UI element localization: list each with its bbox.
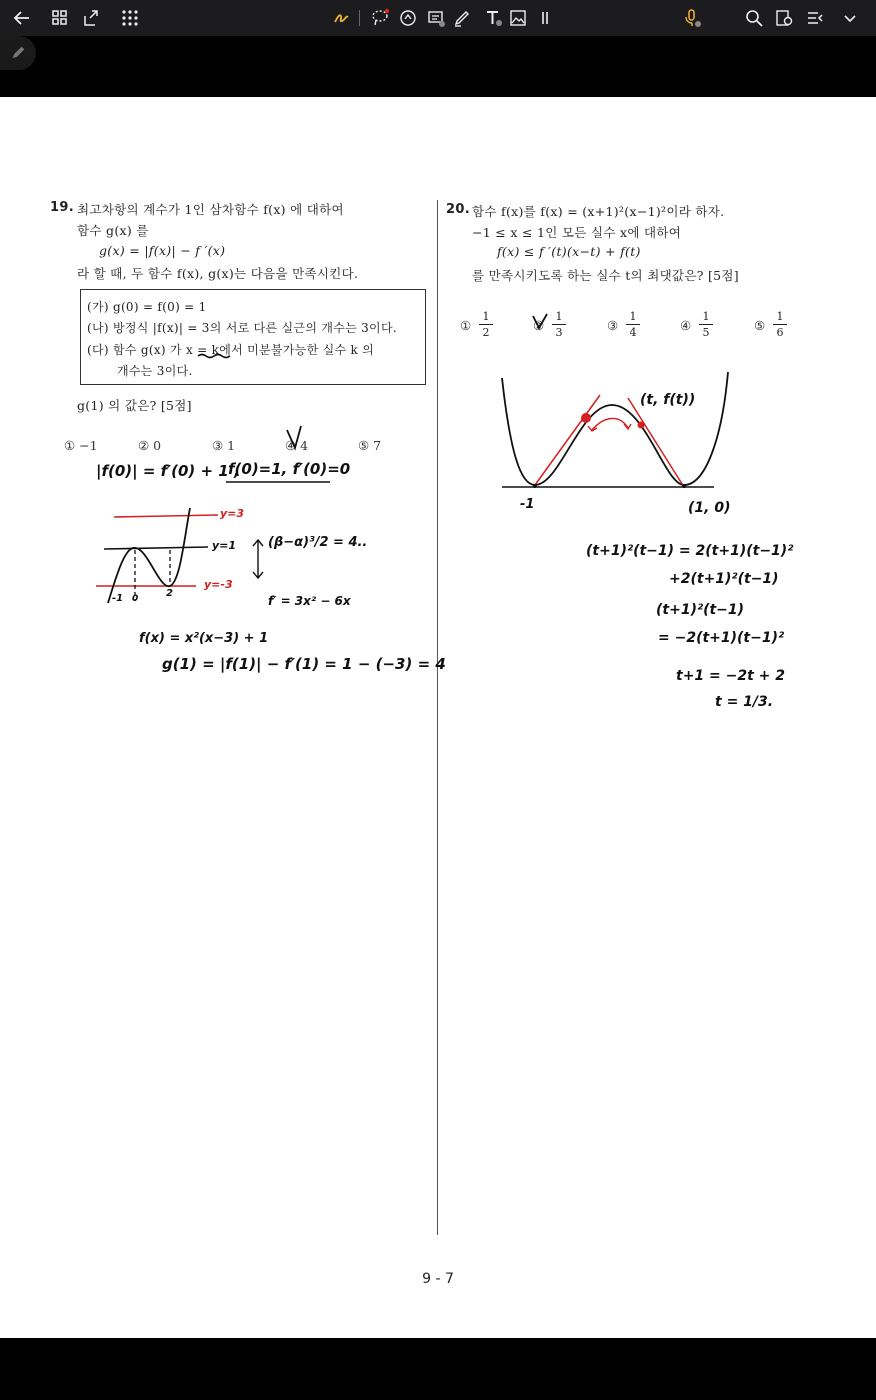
q20-number: 20.: [446, 202, 470, 217]
q19-cond-ga: (가) g(0) = f(0) = 1: [87, 300, 207, 314]
search-icon[interactable]: [742, 6, 766, 30]
hw19-eq2: f(0)=1, f′(0)=0: [228, 460, 351, 478]
q20-line1: 함수 f(x)를 f(x) = (x+1)²(x−1)²이라 하자.: [472, 204, 725, 219]
hw19-derivative: f′ = 3x² − 6x: [268, 594, 351, 608]
pen-icon[interactable]: [330, 6, 354, 30]
pencil-icon: [9, 44, 27, 62]
hw20-line1: (t+1)²(t−1) = 2(t+1)(t−1)²: [586, 543, 794, 559]
q19-cond-da1: (다) 함수 g(x) 가 x = k에서 미분불가능한 실수 k 의: [87, 343, 375, 357]
list-icon[interactable]: [803, 6, 827, 30]
q19-cond-da2: 개수는 3이다.: [117, 364, 193, 378]
q19-choice-1[interactable]: ① −1: [64, 438, 98, 453]
hw20-xm1-label: -1: [520, 497, 535, 512]
document-page: [0, 97, 876, 1338]
lasso-icon[interactable]: [368, 6, 392, 30]
q19-choice-5[interactable]: ⑤ 7: [358, 438, 382, 453]
page-number: 9 - 7: [422, 1271, 454, 1287]
hw19-y1-label: y=1: [212, 539, 237, 552]
hw19-fx: f(x) = x²(x−3) + 1: [139, 631, 269, 646]
hw19-g1: g(1) = |f(1)| − f′(1) = 1 − (−3) = 4: [162, 655, 446, 673]
q19-choice-4[interactable]: ④ 4: [285, 438, 309, 453]
q20-formula: f(x) ≤ f ′(t)(x−t) + f(t): [497, 244, 641, 259]
hw19-integral: (β−α)³/2 = 4..: [268, 535, 368, 550]
column-divider: [437, 200, 438, 1235]
q20-choice-5-frac[interactable]: 1 6: [773, 310, 787, 339]
hw19-tick-m1: -1: [112, 593, 124, 604]
q19-choice-3[interactable]: ③ 1: [212, 438, 236, 453]
q19-line3: 라 할 때, 두 함수 f(x), g(x)는 다음을 만족시킨다.: [77, 266, 359, 281]
sticker-icon[interactable]: [396, 6, 420, 30]
q20-line2: −1 ≤ x ≤ 1인 모든 실수 x에 대하여: [472, 225, 682, 240]
hw19-tick-0: 0: [132, 594, 139, 604]
q19-line2: 함수 g(x) 를: [77, 223, 149, 238]
q19-formula: g(x) = |f(x)| − f ′(x): [99, 243, 226, 258]
q20-choice-3-mark[interactable]: ③: [607, 318, 619, 333]
q19-choice-2[interactable]: ② 0: [138, 438, 162, 453]
toolbar-divider: [359, 10, 360, 26]
text-box-icon[interactable]: [424, 6, 448, 30]
q20-choice-2-mark[interactable]: ②: [533, 318, 545, 333]
q20-choice-4-mark[interactable]: ④: [680, 318, 692, 333]
bottom-black-band: [0, 1338, 876, 1400]
q20-choice-1-mark[interactable]: ①: [460, 318, 472, 333]
q19-line1: 최고차항의 계수가 1인 삼차함수 f(x) 에 대하여: [77, 202, 344, 217]
page-settings-icon[interactable]: [772, 6, 796, 30]
hw20-line5: t+1 = −2t + 2: [676, 668, 786, 684]
text-icon[interactable]: [482, 6, 506, 30]
hw19-tick-2: 2: [166, 588, 173, 599]
q19-cond-na: (나) 방정식 |f(x)| = 3의 서로 다른 실근의 개수는 3이다.: [87, 321, 397, 335]
hw20-x1-label: (1, 0): [688, 500, 731, 516]
q20-choice-3-frac[interactable]: 1 4: [626, 310, 640, 339]
q19-question: g(1) 의 값은? [5점]: [77, 398, 192, 413]
q20-choice-1-frac[interactable]: 1 2: [479, 310, 493, 339]
grid-view-icon[interactable]: [48, 6, 72, 30]
hw19-eq1: |f(0)| = f′(0) + 1 ,: [96, 462, 240, 480]
hw20-line2: +2(t+1)²(t−1): [669, 571, 779, 587]
floating-pen-button[interactable]: [0, 36, 36, 70]
more-tools-icon[interactable]: [533, 6, 557, 30]
q20-choice-4-frac[interactable]: 1 5: [699, 310, 713, 339]
hw20-point-label: (t, f(t)): [640, 392, 696, 408]
q20-choice-5-mark[interactable]: ⑤: [754, 318, 766, 333]
hw19-ym3-label: y=-3: [204, 578, 233, 591]
hw20-line6: t = 1/3.: [715, 694, 774, 710]
image-icon[interactable]: [506, 6, 530, 30]
hw19-y3-label: y=3: [220, 507, 245, 520]
top-black-band: [0, 36, 876, 97]
app-toolbar: [0, 0, 876, 36]
apps-icon[interactable]: [118, 6, 142, 30]
export-icon[interactable]: [78, 6, 102, 30]
back-arrow-icon[interactable]: [10, 6, 34, 30]
chevron-down-icon[interactable]: [838, 6, 862, 30]
hw20-line4: = −2(t+1)(t−1)²: [658, 630, 785, 646]
voice-record-icon[interactable]: [680, 6, 704, 30]
q20-line3: 를 만족시키도록 하는 실수 t의 최댓값은? [5점]: [472, 268, 739, 283]
hw20-line3: (t+1)²(t−1): [656, 602, 745, 618]
q20-choice-2-frac[interactable]: 1 3: [552, 310, 566, 339]
highlighter-icon[interactable]: [450, 6, 474, 30]
q19-number: 19.: [50, 200, 74, 215]
